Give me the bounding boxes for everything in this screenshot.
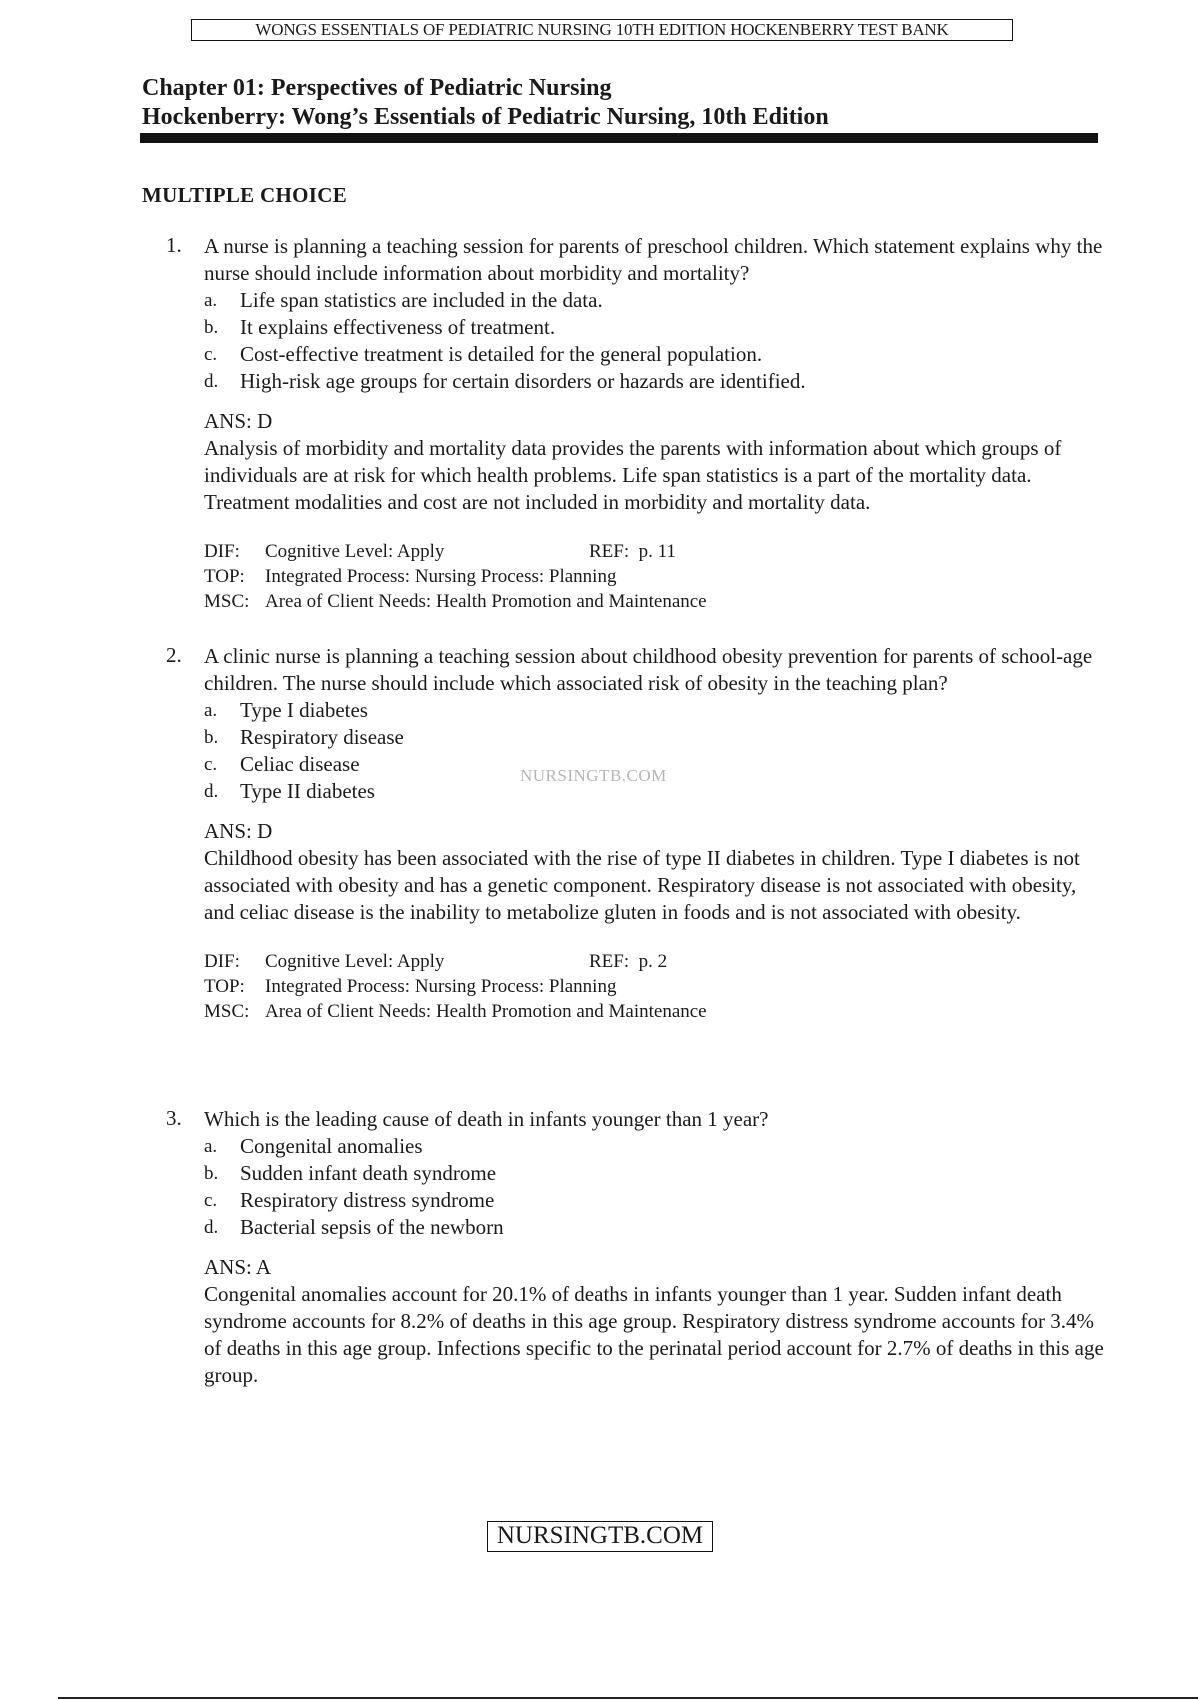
choice-c: c. Respiratory distress syndrome — [204, 1188, 495, 1212]
msc-value: Area of Client Needs: Health Promotion and Maintenance — [265, 1001, 707, 1022]
choice-list — [204, 697, 1106, 805]
choice-a: a. Congenital anomalies — [204, 1134, 423, 1158]
rationale: Analysis of morbidity and mortality data provides the parents with information about which groups of individuals are at risk for which health problems. Life span statistics is a part of the mortality data. Treatment modalities and cost are not included in morbidity and mortality data. — [204, 436, 1062, 514]
answer-key: ANS: D — [204, 409, 273, 433]
topic-value: Integrated Process: Nursing Process: Planning — [265, 976, 617, 997]
question-stem: A nurse is planning a teaching session for parents of preschool children. Which statement explains why the nurse should include information about morbidity and mortality? — [204, 234, 1103, 285]
question-metadata: DIF: Cognitive Level: Apply REF: p. 2 TOP: Integrated Process: Nursing Process: Planning MSC: Area of Client Needs: Health Promotion and Maintenance — [204, 951, 707, 1022]
choice-d: d. Type II diabetes — [204, 779, 375, 803]
question-stem: A clinic nurse is planning a teaching session about childhood obesity prevention for parents of school-age children. The nurse should include which associated risk of obesity in the teaching plan? — [204, 644, 1093, 695]
choice-d: d. Bacterial sepsis of the newborn — [204, 1215, 504, 1239]
question-number: 1. — [166, 233, 182, 257]
footer-brand: NURSINGTB.COM — [487, 1521, 713, 1552]
rationale: Congenital anomalies account for 20.1% of deaths in infants younger than 1 year. Sudden infant death syndrome accounts for 8.2% of deaths in this age group. Respiratory distress syndrome accounts for 3.4% of deaths in this age group. Infections specific to the perinatal period account for 2.7% of deaths in this age group. — [204, 1282, 1104, 1387]
header-rule — [140, 133, 1098, 143]
reference: REF: p. 11 — [589, 541, 676, 562]
msc-value: Area of Client Needs: Health Promotion and Maintenance — [265, 591, 707, 612]
answer-key: ANS: A — [204, 1255, 272, 1279]
question-stem: Which is the leading cause of death in infants younger than 1 year? — [204, 1107, 769, 1131]
question-number: 2. — [166, 643, 182, 667]
question-metadata: DIF: Cognitive Level: Apply REF: p. 11 TOP: Integrated Process: Nursing Process: Planning MSC: Area of Client Needs: Health Promotion and Maintenance — [204, 541, 707, 612]
chapter-header — [142, 74, 1102, 132]
difficulty-value: Cognitive Level: Apply — [265, 951, 445, 972]
test-bank-banner: WONGS ESSENTIALS OF PEDIATRIC NURSING 10TH EDITION HOCKENBERRY TEST BANK — [191, 19, 1013, 41]
choice-a: a. Life span statistics are included in the data. — [204, 288, 603, 312]
question-3 — [166, 1106, 1106, 1389]
choice-c: c. Cost-effective treatment is detailed for the general population. — [204, 342, 763, 366]
choice-d: d. High-risk age groups for certain disorders or hazards are identified. — [204, 369, 806, 393]
choice-list — [204, 1133, 1106, 1241]
reference: REF: p. 2 — [589, 951, 668, 972]
choice-b: b. It explains effectiveness of treatment. — [204, 315, 556, 339]
choice-c: c. Celiac disease — [204, 752, 360, 776]
choice-list — [204, 287, 1106, 395]
answer-key: ANS: D — [204, 819, 273, 843]
rationale: Childhood obesity has been associated with the rise of type II diabetes in children. Type I diabetes is not associated with obesity and has a genetic component. Respiratory disease is not associated with obesity, and celiac disease is the inability to metabolize gluten in foods and is not associated with obesity. — [204, 846, 1080, 924]
book-title: Hockenberry: Wong’s Essentials of Pediatric Nursing, 10th Edition — [142, 104, 829, 130]
question-1 — [166, 233, 1106, 614]
bottom-rule — [58, 1697, 1198, 1699]
choice-b: b. Sudden infant death syndrome — [204, 1161, 497, 1185]
difficulty-value: Cognitive Level: Apply — [265, 541, 445, 562]
chapter-title: Chapter 01: Perspectives of Pediatric Nursing — [142, 75, 612, 101]
topic-value: Integrated Process: Nursing Process: Planning — [265, 566, 617, 587]
choice-b: b. Respiratory disease — [204, 725, 404, 749]
watermark: NURSINGTB.COM — [520, 766, 667, 785]
question-2 — [166, 643, 1106, 1024]
choice-a: a. Type I diabetes — [204, 698, 368, 722]
section-title: MULTIPLE CHOICE — [142, 183, 348, 207]
question-number: 3. — [166, 1106, 182, 1130]
